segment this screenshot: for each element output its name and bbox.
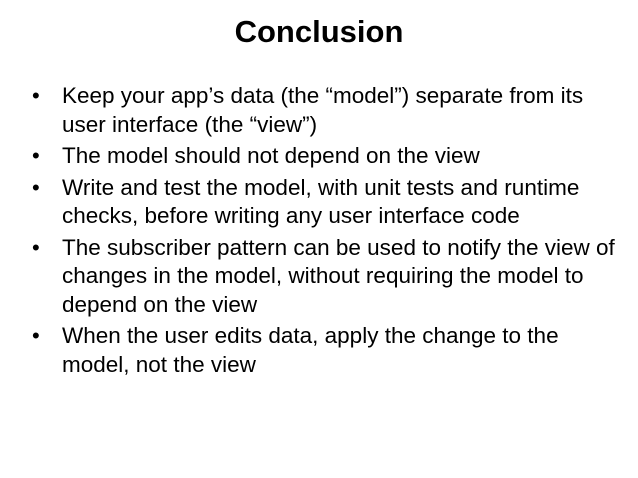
bullet-text: The model should not depend on the view [62,143,480,168]
bullet-icon: • [32,83,40,108]
bullet-icon: • [32,143,40,168]
bullet-item [32,322,616,379]
bullet-text: Write and test the model, with unit tests and runtime checks, before writing any user interface code [62,174,580,228]
bullet-item [32,82,616,139]
bullet-list [32,82,616,382]
bullet-icon: • [32,323,40,348]
bullet-icon: • [32,234,40,260]
bullet-item [32,142,616,171]
bullet-item [32,174,616,231]
bullet-item [32,234,616,320]
bullet-icon: • [32,174,40,200]
bullet-text: The subscriber pattern can be used to notify the view of changes in the model, without requiring the model to depend on the view [62,234,615,317]
bullet-text: Keep your app’s data (the “model”) separate from its user interface (the “view”) [62,83,584,137]
bullet-text: When the user edits data, apply the change to the model, not the view [62,323,559,377]
slide-title: Conclusion [234,14,404,49]
